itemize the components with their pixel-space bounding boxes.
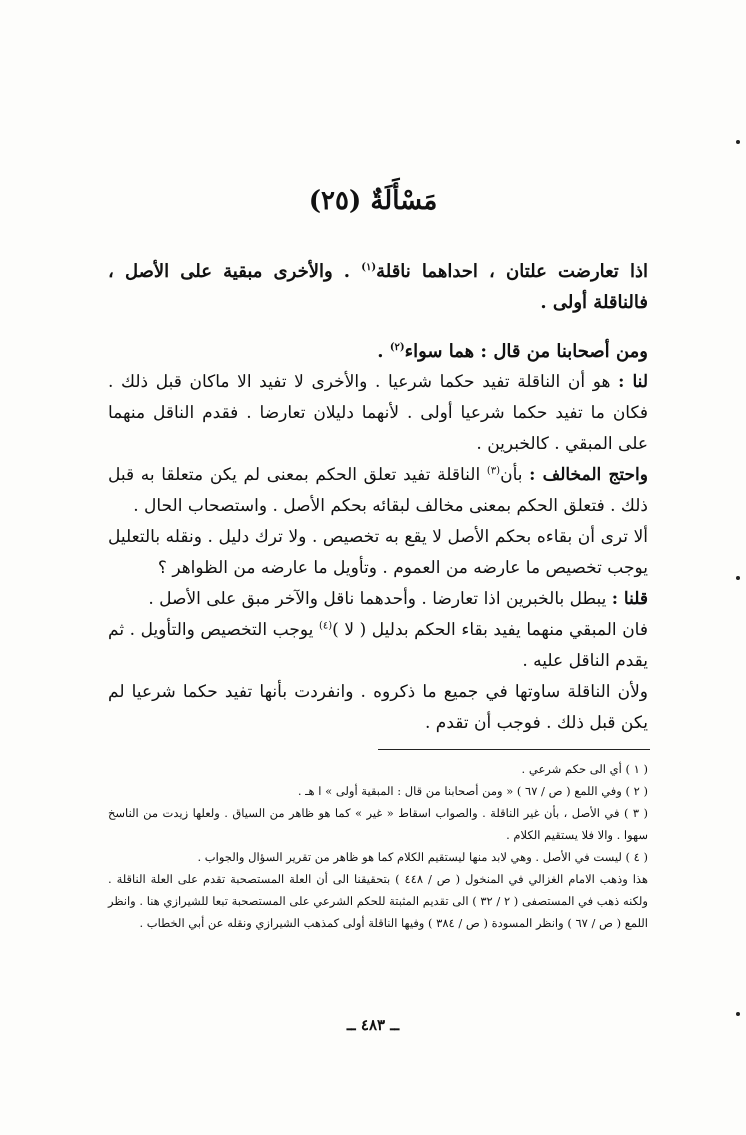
paragraph-2: [108, 336, 648, 367]
footnote-2: ( ٢ ) وفي اللمع ( ص / ٦٧ ) « ومن أصحابنا من قال : المبقية أولى » ا هـ .: [297, 784, 648, 798]
main-text: [108, 256, 648, 739]
footnotes: [108, 758, 648, 934]
footnote-1: ( ١ ) أي الى حكم شرعي .: [521, 762, 648, 776]
footnote-ref-4[interactable]: (٤): [318, 620, 333, 632]
paragraph-8: [108, 677, 648, 739]
paragraph-7: [108, 615, 648, 677]
paragraph-8-text: ولأن الناقلة ساوتها في جميع ما ذكروه . وانفردت بأنها تفيد حكما شرعيا لم يكن قبل ذلك . فوجب أن تقدم .: [108, 682, 648, 733]
section-heading: مَسْأَلَةٌ (٢٥): [308, 186, 438, 216]
footnote-3: ( ٣ ) في الأصل ، بأن غير الناقلة . والصواب اسقاط « غير » كما هو ظاهر من السياق . ولعلها زيدت من الناسخ سهوا . والا فلا يستقيم الكلام .: [108, 806, 648, 842]
footnote-ref-3[interactable]: (٣): [486, 465, 501, 477]
paragraph-3-text: هو أن الناقلة تفيد حكما شرعيا . والأخرى لا تفيد الا ماكان قبل ذلك . فكان ما تفيد حكما شرعيا أولى . لأنهما دليلان تعارضا . فقدم الناقل منهما على المبقي . كالخبرين .: [108, 372, 648, 454]
footnote-ref-2[interactable]: (٢): [389, 342, 405, 353]
paragraph-3-lead: لنا :: [618, 372, 648, 392]
paragraph-3: [108, 367, 648, 460]
paragraph-4-text: بأن: [500, 465, 530, 485]
scan-mark: [736, 140, 740, 144]
paragraph-1-text2: . والأخرى مبقية على الأصل ، فالناقلة أولى .: [108, 261, 648, 313]
paragraph-1: [108, 256, 648, 318]
scan-mark: [736, 576, 740, 580]
paragraph-1-text: اذا تعارضت علتان ، احداهما ناقلة: [376, 261, 648, 282]
paragraph-6: [108, 584, 648, 615]
paragraph-4: [108, 460, 648, 522]
footnote-ref-1[interactable]: (١): [361, 262, 377, 273]
paragraph-7-text2: يوجب التخصيص والتأويل . ثم يقدم الناقل عليه .: [108, 620, 648, 671]
paragraph-6-lead: قلنا :: [611, 589, 648, 609]
footnote-divider: [378, 749, 650, 750]
paragraph-4-text2: الناقلة تفيد تعلق الحكم بمعنى لم يكن متعلقا به قبل ذلك . فتعلق الحكم بمعنى مخالف لبقائه بحكم الأصل . واستصحاب الحال .: [108, 465, 648, 516]
paragraph-5: [108, 522, 648, 584]
paragraph-7-text: فان المبقي منهما يفيد بقاء الحكم بدليل ( لا ): [332, 620, 648, 640]
paragraph-2-text2: .: [377, 341, 390, 362]
paragraph-2-text: ومن أصحابنا من قال : هما سواء: [404, 341, 648, 362]
scan-mark: [736, 1012, 740, 1016]
page-number: ــ ٤٨٣ ــ: [346, 1016, 400, 1034]
paragraph-4-lead: واحتج المخالف :: [529, 465, 648, 485]
paragraph-6-text: يبطل بالخبرين اذا تعارضا . وأحدهما ناقل والآخر مبق على الأصل .: [148, 589, 612, 609]
paragraph-5-text: ألا ترى أن بقاءه بحكم الأصل لا يقع به تخصيص . ولا ترك دليل . ونقله بالتعليل يوجب تخصيص ما عارضه من العموم . وتأويل ما عارضه من الظواهر ؟: [108, 527, 648, 578]
footnote-commentary: هذا وذهب الامام الغزالي في المنخول ( ص / ٤٤٨ ) بتحقيقنا الى أن العلة المستصحبة تقدم على العلة الناقلة . ولكنه ذهب في المستصفى ( ٢ / ٣٢ ) الى تقديم المثبتة للحكم الشرعي على المستصحبة تبعا للشيرازي هنا . وانظر اللمع ( ص / ٦٧ ) وانظر المسودة ( ص / ٣٨٤ ) وفيها الناقلة أولى كمذهب الشيرازي ونقله عن أبي الخطاب .: [108, 872, 648, 930]
footnote-4: ( ٤ ) ليست في الأصل . وهي لابد منها ليستقيم الكلام كما هو ظاهر من تقرير السؤال والجواب .: [197, 850, 648, 864]
